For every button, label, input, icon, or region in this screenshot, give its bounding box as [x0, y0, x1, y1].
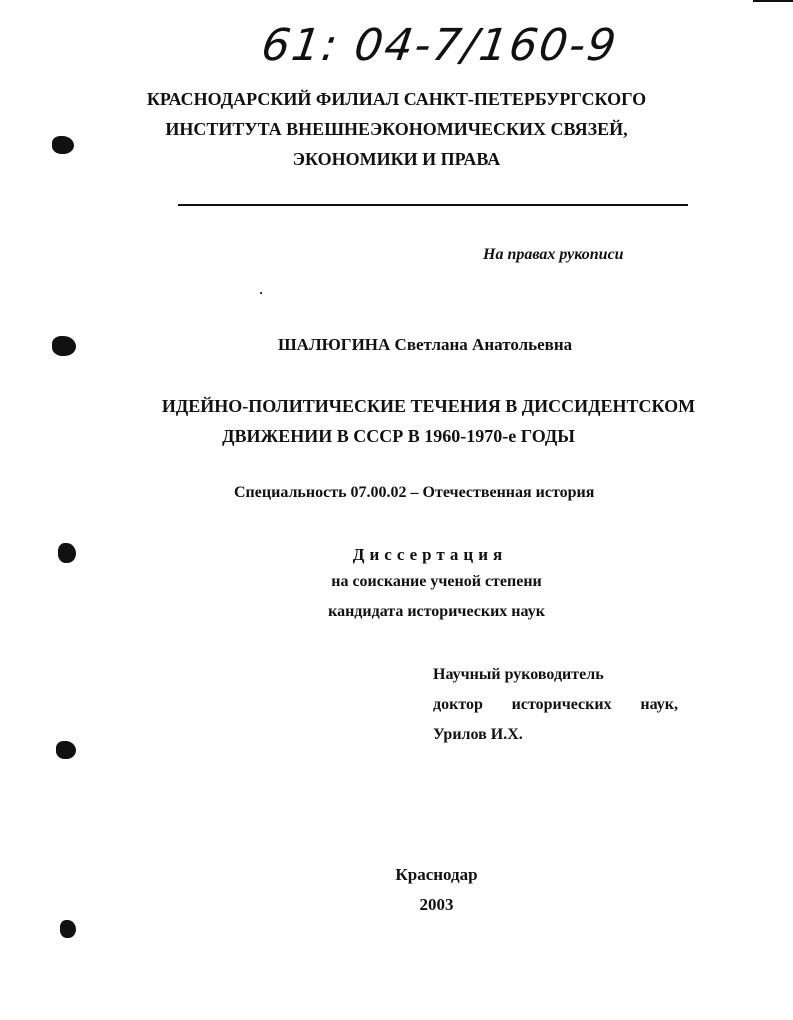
- specialty: Специальность 07.00.02 – Отечественная история: [234, 484, 595, 501]
- degree-line-2: кандидата исторических наук: [328, 603, 545, 620]
- title-line-1: ИДЕЙНО-ПОЛИТИЧЕСКИЕ ТЕЧЕНИЯ В ДИССИДЕНТСКОМ: [161, 396, 696, 416]
- institution-name: [0, 84, 793, 174]
- archive-code-handwritten: 61: 04-7/160-9: [258, 20, 621, 71]
- header-divider: [178, 204, 688, 206]
- supervisor-line-2: [433, 690, 678, 720]
- manuscript-note: На правах рукописи: [483, 246, 624, 263]
- supervisor-degree-word-3: наук,: [640, 696, 678, 713]
- binding-hole-mark: [52, 336, 76, 356]
- city: Краснодар: [395, 865, 478, 884]
- degree-info: [40, 567, 793, 627]
- year: 2003: [419, 895, 454, 914]
- author-name: ШАЛЮГИНА Светлана Анатольевна: [278, 335, 573, 354]
- footer: [40, 860, 793, 920]
- supervisor-line-1: Научный руководитель: [433, 666, 604, 683]
- institution-line-1: КРАСНОДАРСКИЙ ФИЛИАЛ САНКТ-ПЕТЕРБУРГСКОГО: [146, 89, 647, 109]
- dissertation-title: [32, 391, 793, 451]
- binding-hole-mark: [56, 741, 76, 759]
- scan-edge-mark: [753, 0, 793, 2]
- supervisor-block: [433, 660, 678, 750]
- degree-line-1: на соискание ученой степени: [331, 573, 542, 590]
- supervisor-degree-word-2: исторических: [511, 696, 612, 713]
- title-line-2: ДВИЖЕНИИ В СССР В 1960-1970-е ГОДЫ: [222, 426, 575, 446]
- institution-line-2: ИНСТИТУТА ВНЕШНЕЭКОНОМИЧЕСКИХ СВЯЗЕЙ,: [165, 119, 628, 139]
- binding-hole-mark: [58, 543, 76, 563]
- supervisor-name: Урилов И.Х.: [433, 726, 523, 743]
- binding-hole-mark: [60, 920, 76, 938]
- binding-hole-mark: [52, 136, 74, 154]
- scan-speck: [260, 292, 262, 294]
- institution-line-3: ЭКОНОМИКИ И ПРАВА: [292, 149, 501, 169]
- supervisor-degree-word-1: доктор: [433, 696, 483, 713]
- dissertation-label: Диссертация: [352, 545, 508, 564]
